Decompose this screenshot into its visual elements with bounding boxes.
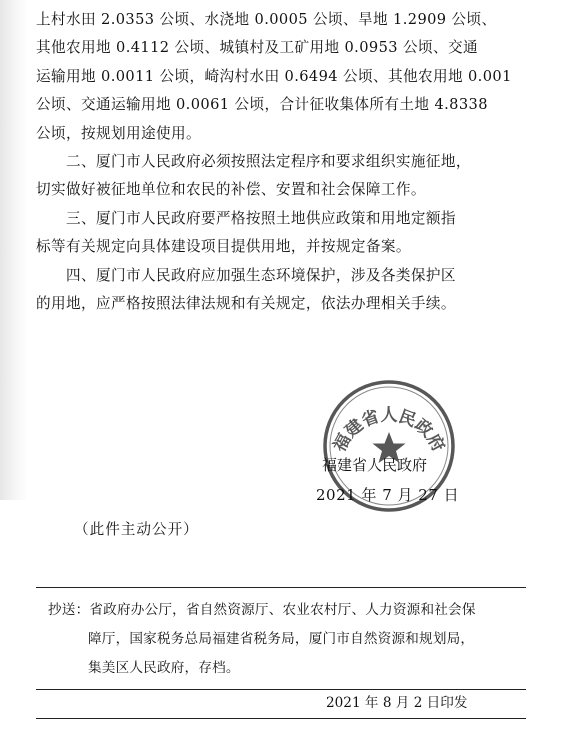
cc-line-1 bbox=[48, 596, 518, 625]
divider-line bbox=[36, 587, 526, 588]
cc-label: 抄送： bbox=[48, 602, 90, 618]
body-line: 公顷，按规划用途使用。 bbox=[36, 124, 201, 142]
paragraph-2-line: 切实做好被征地单位和农民的补偿、安置和社会保障工作。 bbox=[36, 181, 426, 199]
paragraph-2-line: 二、厦门市人民政府必须按照法定程序和要求组织实施征地， bbox=[66, 153, 471, 171]
body-line: 运输用地 0.0011 公顷，崎沟村水田 0.6494 公顷、其他农用地 0.001 bbox=[36, 67, 512, 85]
paragraph-3-line: 标等有关规定向具体建设项目提供用地，并按规定备案。 bbox=[36, 238, 411, 256]
paragraph-4-line: 的用地，应严格按照法律法规和有关规定，依法办理相关手续。 bbox=[36, 295, 456, 313]
body-line: 上村水田 2.0353 公顷、水浇地 0.0005 公顷、旱地 1.2909 公顷、 bbox=[36, 11, 497, 28]
print-date: 2021 年 8 月 2 日印发 bbox=[326, 695, 468, 711]
seal-text: 福建省人民政府 bbox=[329, 405, 449, 456]
public-note: （此件主动公开） bbox=[74, 521, 199, 538]
signer-name: 福建省人民政府 bbox=[322, 456, 428, 474]
document-body bbox=[36, 6, 536, 318]
cc-line-3: 集美区人民政府，存档。 bbox=[88, 660, 240, 676]
body-line: 其他农用地 0.4112 公顷、城镇村及工矿用地 0.0953 公顷、交通 bbox=[36, 39, 478, 57]
signature-block bbox=[0, 454, 561, 514]
paragraph-4-line: 四、厦门市人民政府应加强生态环境保护，涉及各类保护区 bbox=[66, 266, 456, 284]
signing-date: 2021 年 7 月 27 日 bbox=[316, 486, 460, 504]
cc-block bbox=[48, 596, 518, 683]
body-line: 公顷、交通运输用地 0.0061 公顷，合计征收集体所有土地 4.8338 bbox=[36, 96, 488, 114]
divider-line bbox=[36, 689, 526, 690]
divider-line bbox=[36, 718, 526, 719]
page-edge-shadow bbox=[0, 0, 28, 500]
cc-recipients: 省政府办公厅，省自然资源厅、农业农村厅、人力资源和社会保 bbox=[89, 602, 476, 618]
cc-line-2: 障厅，国家税务总局福建省税务局，厦门市自然资源和规划局， bbox=[88, 631, 475, 647]
paragraph-3-line: 三、厦门市人民政府要严格按照土地供应政策和用地定额指 bbox=[66, 209, 456, 227]
